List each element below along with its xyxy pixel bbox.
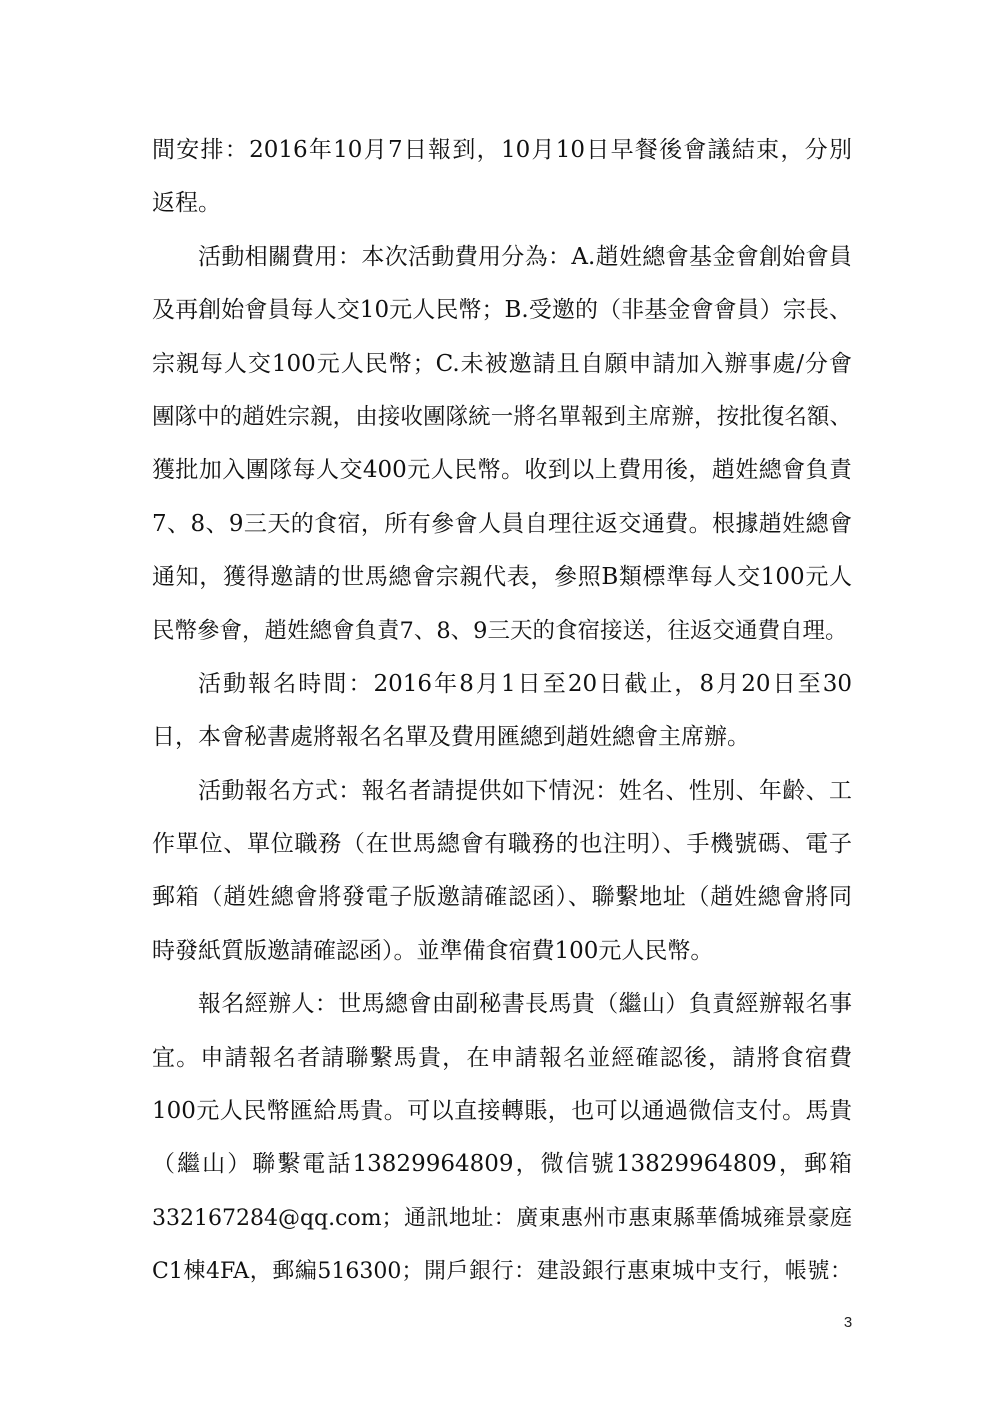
text-line: 及再創始會員每人交10元人民幣；B.受邀的（非基金會會員）宗長、 xyxy=(152,297,852,324)
text-line: 宜。申請報名者請聯繫馬貴，在申請報名並經確認後，請將食宿費 xyxy=(152,1044,852,1071)
text-line: 時發紙質版邀請確認函）。並準備食宿費100元人民幣。 xyxy=(152,937,714,964)
text-line: 獲批加入團隊每人交400元人民幣。收到以上費用後，趙姓總會負責 xyxy=(152,457,852,484)
page-number: 3 xyxy=(843,1314,853,1331)
paragraph-registration-method xyxy=(152,765,852,979)
text-line: 100元人民幣匯給馬貴。可以直接轉賬，也可以通過微信支付。馬貴 xyxy=(152,1098,852,1125)
text-line: 返程。 xyxy=(152,190,221,217)
text-line: 報名經辦人：世馬總會由副秘書長馬貴（繼山）負責經辦報名事 xyxy=(198,991,852,1018)
paragraph-fees xyxy=(152,231,852,658)
text-line: 宗親每人交100元人民幣；C.未被邀請且自願申請加入辦事處/分會 xyxy=(152,350,852,377)
text-line: C1棟4FA，郵編516300；開戶銀行：建設銀行惠東城中支行，帳號： xyxy=(152,1259,852,1285)
text-line: 日，本會秘書處將報名名單及費用匯總到趙姓總會主席辦。 xyxy=(152,724,750,751)
text-line: 通知，獲得邀請的世馬總會宗親代表，參照B類標準每人交100元人 xyxy=(152,564,852,591)
text-line: 活動相關費用：本次活動費用分為：A.趙姓總會基金會創始會員 xyxy=(198,243,852,270)
text-line: 活動報名時間：2016年8月1日至20日截止，8月20日至30 xyxy=(198,670,852,697)
text-line: 郵箱（趙姓總會將發電子版邀請確認函）、聯繫地址（趙姓總會將同 xyxy=(152,884,852,911)
text-line: 團隊中的趙姓宗親，由接收團隊統一將名單報到主席辦，按批復名額、 xyxy=(152,403,852,430)
text-line: 民幣參會，趙姓總會負責7、8、9三天的食宿接送，往返交通費自理。 xyxy=(152,617,848,644)
paragraph-contact-person xyxy=(152,978,852,1298)
text-line: 7、8、9三天的食宿，所有參會人員自理往返交通費。根據趙姓總會 xyxy=(152,510,852,537)
text-line: 活動報名方式：報名者請提供如下情況：姓名、性別、年齡、工 xyxy=(198,777,852,804)
document-body xyxy=(152,124,852,1299)
text-line: （繼山）聯繫電話13829964809，微信號13829964809，郵箱 xyxy=(152,1151,852,1178)
paragraph-schedule xyxy=(152,124,852,231)
text-line: 332167284@qq.com；通訊地址：廣東惠州市惠東縣華僑城雍景豪庭 xyxy=(152,1205,852,1231)
paragraph-registration-time xyxy=(152,658,852,765)
text-line: 作單位、單位職務（在世馬總會有職務的也注明）、手機號碼、電子 xyxy=(152,831,852,858)
text-line: 間安排：2016年10月7日報到，10月10日早餐後會議結束，分別 xyxy=(152,137,852,163)
